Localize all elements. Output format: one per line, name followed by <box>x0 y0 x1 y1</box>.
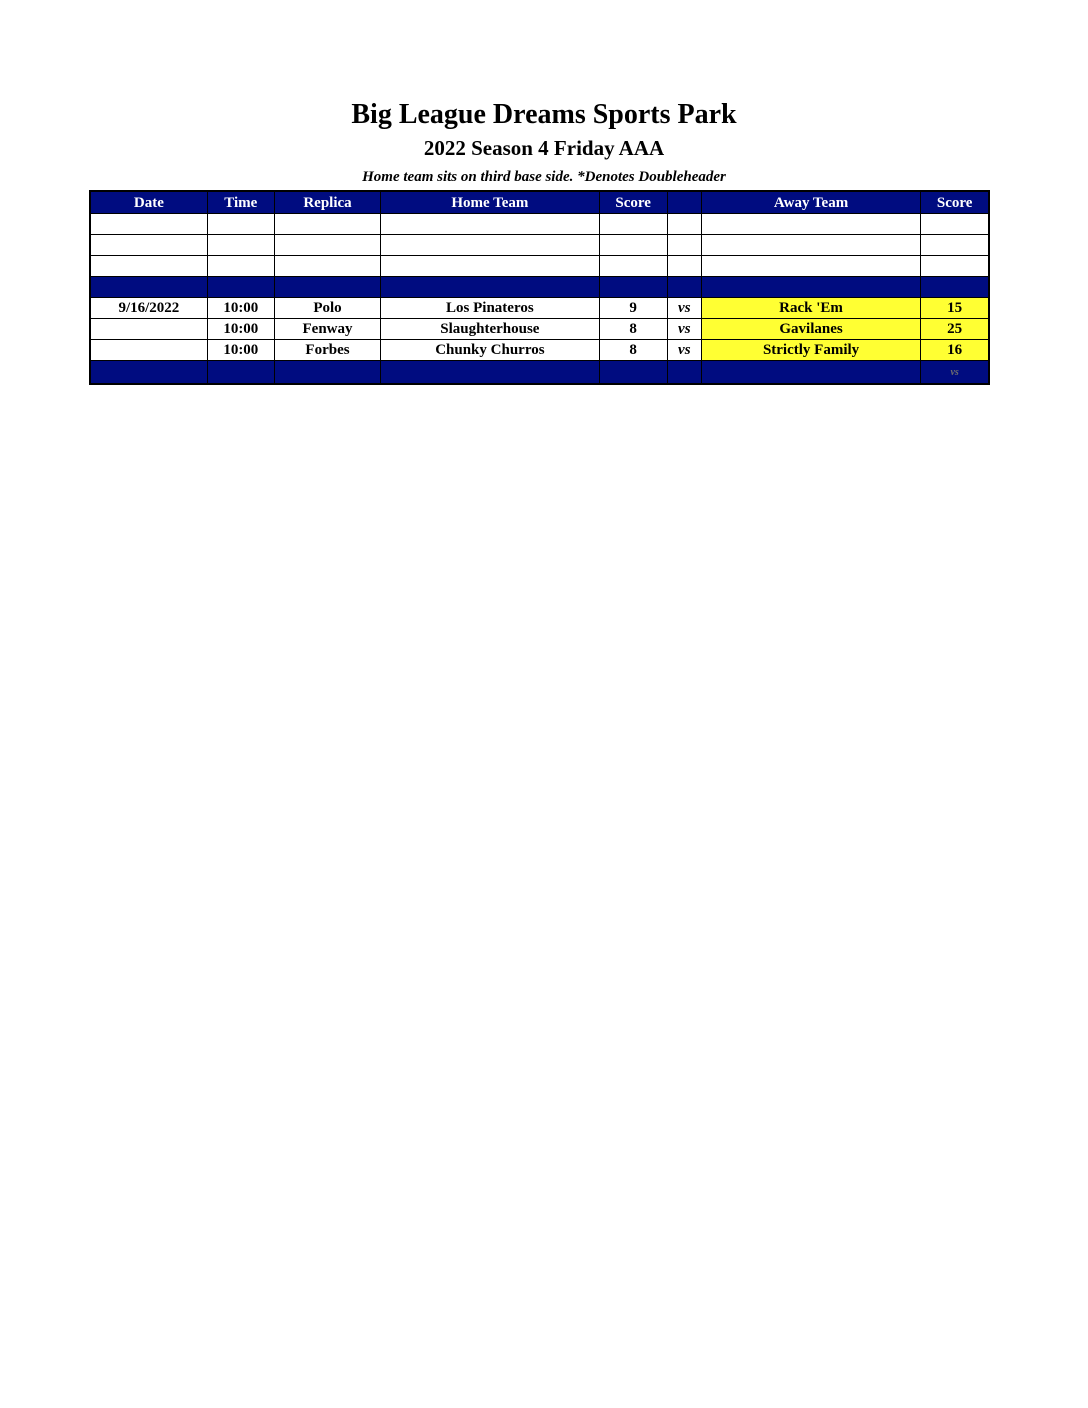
away-score: 15 <box>921 298 989 319</box>
empty-cell <box>599 235 667 256</box>
column-header-time: Time <box>207 191 274 214</box>
game-time: 10:00 <box>207 319 274 340</box>
home-team: Slaughterhouse <box>381 319 599 340</box>
schedule-note: Home team sits on third base side. *Denotes Doubleheader <box>362 169 726 185</box>
page-title: Big League Dreams Sports Park <box>351 99 737 130</box>
band-cell <box>274 361 380 385</box>
band-cell <box>921 277 989 298</box>
band-cell <box>599 277 667 298</box>
empty-row <box>90 256 989 277</box>
empty-cell <box>381 256 599 277</box>
empty-cell <box>921 235 989 256</box>
empty-cell <box>667 235 701 256</box>
empty-cell <box>599 256 667 277</box>
empty-row <box>90 235 989 256</box>
empty-cell <box>921 256 989 277</box>
away-team: Rack 'Em <box>701 298 920 319</box>
empty-cell <box>207 256 274 277</box>
band-cell <box>921 361 989 385</box>
vs-label: vs <box>667 298 701 319</box>
column-header-date: Date <box>90 191 207 214</box>
vs-label: vs <box>667 319 701 340</box>
band-cell <box>90 277 207 298</box>
band-cell <box>207 277 274 298</box>
band-cell <box>381 361 599 385</box>
vs-label: vs <box>667 340 701 361</box>
separator-band-row <box>90 277 989 298</box>
empty-cell <box>381 214 599 235</box>
band-cell <box>599 361 667 385</box>
game-replica: Fenway <box>274 319 380 340</box>
game-time: 10:00 <box>207 298 274 319</box>
band-cell <box>667 277 701 298</box>
column-header-away-team: Away Team <box>701 191 920 214</box>
column-header-away-score: Score <box>921 191 989 214</box>
home-team: Los Pinateros <box>381 298 599 319</box>
game-time: 10:00 <box>207 340 274 361</box>
page-subtitle: 2022 Season 4 Friday AAA <box>423 136 665 160</box>
empty-cell <box>207 214 274 235</box>
empty-cell <box>90 235 207 256</box>
game-row <box>90 298 989 319</box>
game-date: 9/16/2022 <box>90 298 207 319</box>
away-team: Strictly Family <box>701 340 920 361</box>
home-score: 8 <box>599 340 667 361</box>
band-cell <box>701 277 920 298</box>
band-cell <box>274 277 380 298</box>
empty-cell <box>667 214 701 235</box>
table-header-row <box>90 191 989 214</box>
column-header-home-team: Home Team <box>381 191 599 214</box>
band-cell <box>90 361 207 385</box>
empty-cell <box>274 214 380 235</box>
band-cell <box>207 361 274 385</box>
game-row <box>90 340 989 361</box>
empty-cell <box>381 235 599 256</box>
away-score: 25 <box>921 319 989 340</box>
game-date <box>90 319 207 340</box>
empty-cell <box>701 235 920 256</box>
empty-cell <box>667 256 701 277</box>
away-team: Gavilanes <box>701 319 920 340</box>
column-header-vs <box>667 191 701 214</box>
column-header-home-score: Score <box>599 191 667 214</box>
away-score: 16 <box>921 340 989 361</box>
empty-row <box>90 214 989 235</box>
footer-band-row <box>90 361 989 385</box>
schedule-table <box>89 190 990 385</box>
band-cell <box>667 361 701 385</box>
game-replica: Forbes <box>274 340 380 361</box>
band-cell <box>701 361 920 385</box>
empty-cell <box>701 214 920 235</box>
column-header-replica: Replica <box>274 191 380 214</box>
empty-cell <box>274 256 380 277</box>
game-date <box>90 340 207 361</box>
empty-cell <box>207 235 274 256</box>
band-cell <box>381 277 599 298</box>
empty-cell <box>274 235 380 256</box>
empty-cell <box>90 214 207 235</box>
empty-cell <box>90 256 207 277</box>
home-team: Chunky Churros <box>381 340 599 361</box>
empty-cell <box>921 214 989 235</box>
game-row <box>90 319 989 340</box>
empty-cell <box>599 214 667 235</box>
footer-vs-mark: vs <box>950 367 959 378</box>
home-score: 8 <box>599 319 667 340</box>
empty-cell <box>701 256 920 277</box>
home-score: 9 <box>599 298 667 319</box>
game-replica: Polo <box>274 298 380 319</box>
